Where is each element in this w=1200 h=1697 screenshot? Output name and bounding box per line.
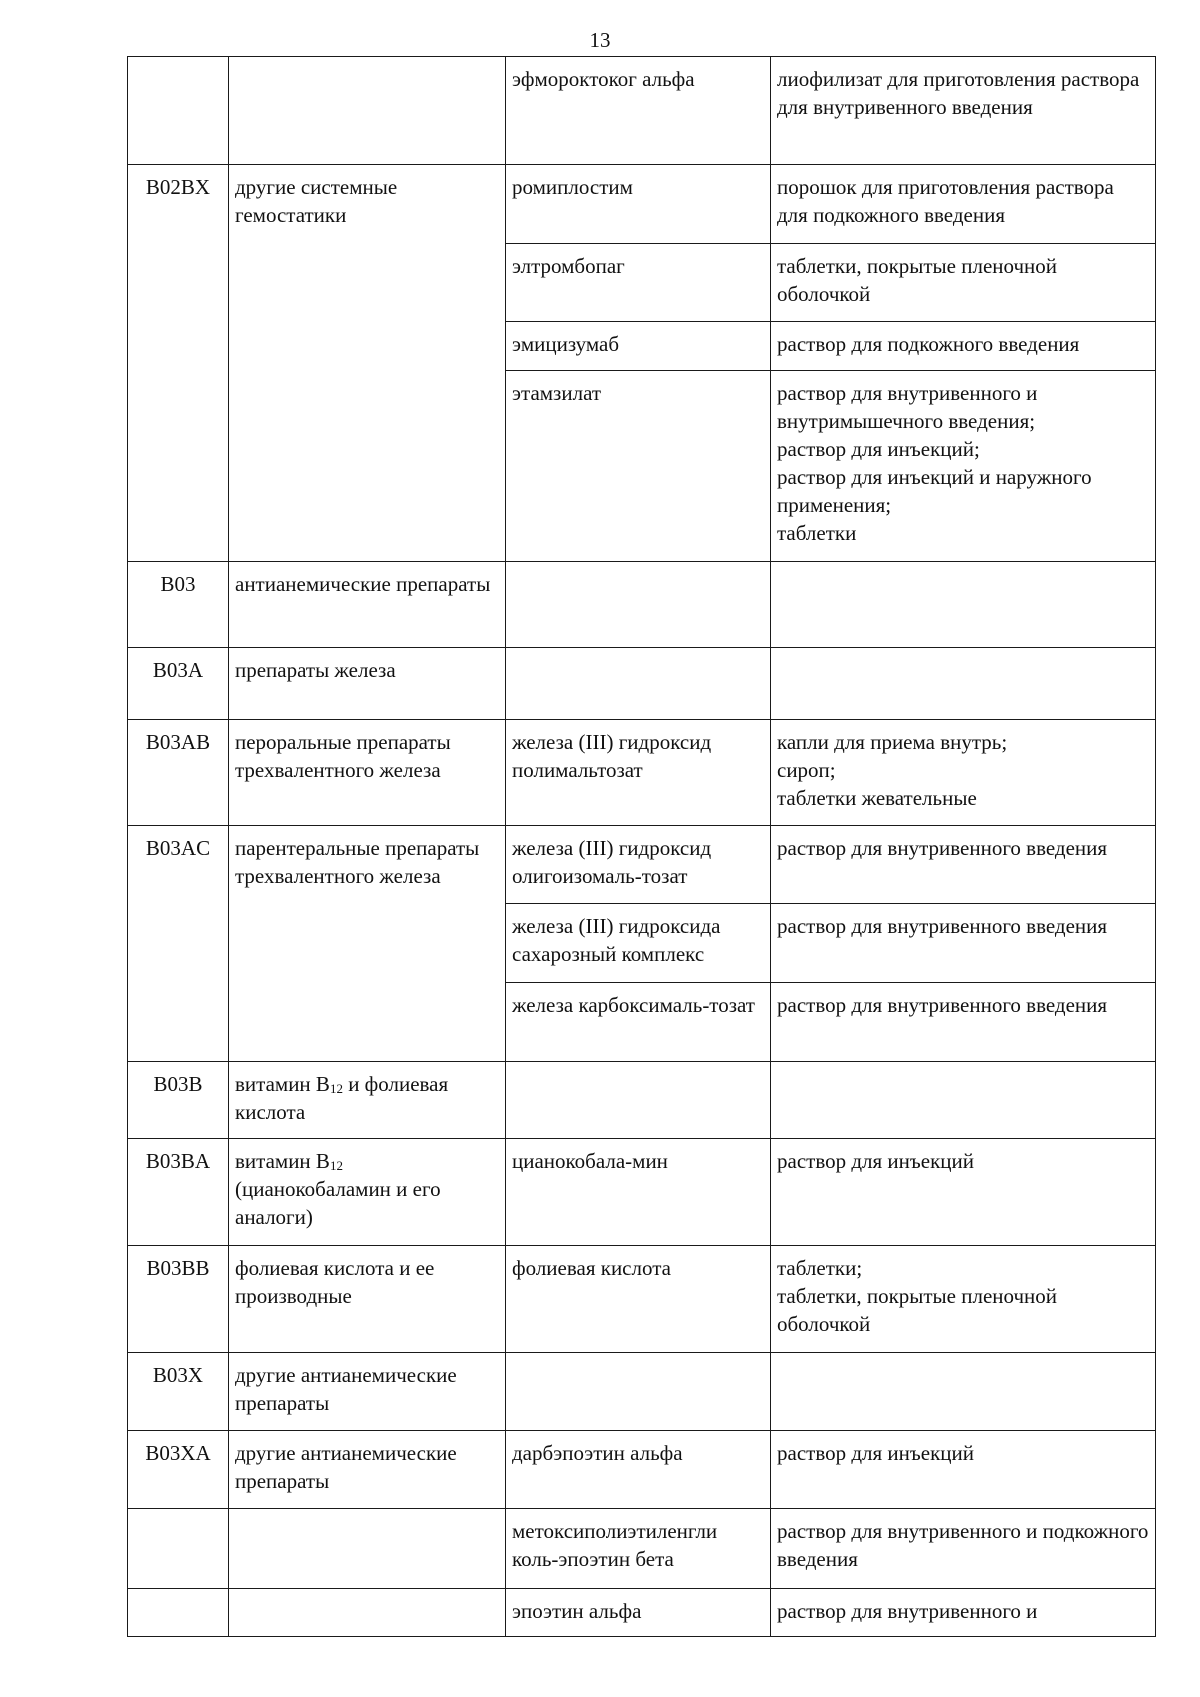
atc-code-cell: B02BX <box>128 165 229 562</box>
dosage-form-cell <box>771 1589 1156 1637</box>
drug-name-cell: дарбэпоэтин альфа <box>506 1431 771 1509</box>
dosage-form-cell <box>771 826 1156 904</box>
group-text: и фолиевая кислота <box>235 1072 449 1124</box>
atc-code-cell: B03X <box>128 1353 229 1431</box>
anatomical-group-cell: фолиевая кислота и ее производные <box>229 1246 506 1353</box>
dosage-form-line: раствор для инъекций; <box>777 437 980 461</box>
atc-code-cell: B03AC <box>128 826 229 1062</box>
anatomical-group-cell: препараты железа <box>229 648 506 720</box>
table-row <box>128 1353 1156 1431</box>
drug-name-cell: железа карбоксималь-тозат <box>506 983 771 1062</box>
dosage-form-line: таблетки <box>777 521 857 545</box>
dosage-form-cell <box>771 983 1156 1062</box>
dosage-form-cell <box>771 562 1156 648</box>
dosage-form-line: лиофилизат для приготовления раствора для внутривенного введения <box>777 67 1140 119</box>
group-text: витамин B <box>235 1072 330 1096</box>
anatomical-group-cell <box>229 1139 506 1246</box>
dosage-form-cell <box>771 720 1156 826</box>
anatomical-group-cell: антианемические препараты <box>229 562 506 648</box>
atc-code-cell: B03B <box>128 1062 229 1139</box>
atc-code-cell: B03A <box>128 648 229 720</box>
table-row <box>128 826 1156 904</box>
dosage-form-line: таблетки; <box>777 1256 863 1280</box>
group-subscript: 12 <box>329 1158 343 1173</box>
drug-name-cell: эпоэтин альфа <box>506 1589 771 1637</box>
anatomical-group-cell: другие системные гемостатики <box>229 165 506 562</box>
drug-name-cell: эфмороктоког альфа <box>506 57 771 165</box>
dosage-form-line: капли для приема внутрь; <box>777 730 1008 754</box>
dosage-form-cell <box>771 322 1156 371</box>
dosage-form-cell <box>771 371 1156 562</box>
dosage-form-cell <box>771 1246 1156 1353</box>
dosage-form-line: раствор для внутривенного и подкожного введения <box>777 1519 1149 1571</box>
dosage-form-line: раствор для внутривенного введения <box>777 914 1108 938</box>
anatomical-group-cell <box>229 1589 506 1637</box>
anatomical-group-cell <box>229 1509 506 1589</box>
table-row <box>128 165 1156 244</box>
drug-name-cell: этамзилат <box>506 371 771 562</box>
anatomical-group-cell: пероральные препараты трехвалентного железа <box>229 720 506 826</box>
dosage-form-line: порошок для приготовления раствора для подкожного введения <box>777 175 1114 227</box>
dosage-form-cell <box>771 57 1156 165</box>
drug-name-cell <box>506 1062 771 1139</box>
dosage-form-cell <box>771 648 1156 720</box>
dosage-form-line: раствор для инъекций и наружного применения; <box>777 465 1092 517</box>
drug-name-cell: железа (III) гидроксида сахарозный комплекс <box>506 904 771 983</box>
drug-name-cell <box>506 562 771 648</box>
group-text: витамин B <box>235 1149 330 1173</box>
atc-code-cell: B03AB <box>128 720 229 826</box>
atc-code-cell: B03XA <box>128 1431 229 1509</box>
dosage-form-cell <box>771 904 1156 983</box>
drug-name-cell: железа (III) гидроксид полимальтозат <box>506 720 771 826</box>
table-row <box>128 1509 1156 1589</box>
table-row <box>128 1139 1156 1246</box>
dosage-form-line: сироп; <box>777 758 836 782</box>
drug-name-cell: железа (III) гидроксид олигоизомаль-тозат <box>506 826 771 904</box>
dosage-form-line: раствор для внутривенного и <box>777 1599 1038 1623</box>
group-text: (цианокобаламин и его аналоги) <box>235 1177 441 1229</box>
dosage-form-line: таблетки, покрытые пленочной оболочкой <box>777 254 1058 306</box>
table-row <box>128 57 1156 165</box>
dosage-form-cell <box>771 1062 1156 1139</box>
anatomical-group-cell: другие антианемические препараты <box>229 1431 506 1509</box>
dosage-form-cell <box>771 1509 1156 1589</box>
dosage-form-line: раствор для инъекций <box>777 1441 974 1465</box>
dosage-form-cell <box>771 244 1156 322</box>
drug-table-body <box>128 57 1156 1637</box>
dosage-form-line: раствор для подкожного введения <box>777 332 1080 356</box>
dosage-form-cell <box>771 1353 1156 1431</box>
group-subscript: 12 <box>329 1081 343 1096</box>
table-row <box>128 1062 1156 1139</box>
drug-table <box>127 56 1156 1637</box>
dosage-form-line: таблетки, покрытые пленочной оболочкой <box>777 1284 1058 1336</box>
dosage-form-cell <box>771 1139 1156 1246</box>
atc-code-cell <box>128 1589 229 1637</box>
anatomical-group-cell: другие антианемические препараты <box>229 1353 506 1431</box>
atc-code-cell <box>128 57 229 165</box>
dosage-form-line: раствор для внутривенного введения <box>777 836 1108 860</box>
drug-name-cell: ромиплостим <box>506 165 771 244</box>
table-row <box>128 1431 1156 1509</box>
atc-code-cell: B03BB <box>128 1246 229 1353</box>
dosage-form-line: раствор для внутривенного и внутримышечного введения; <box>777 381 1038 433</box>
drug-name-cell <box>506 1353 771 1431</box>
page-number: 13 <box>589 28 611 52</box>
drug-name-cell: эмицизумаб <box>506 322 771 371</box>
table-row <box>128 648 1156 720</box>
table-row <box>128 562 1156 648</box>
anatomical-group-cell: парентеральные препараты трехвалентного железа <box>229 826 506 1062</box>
anatomical-group-cell <box>229 1062 506 1139</box>
drug-name-cell: метоксиполиэтиленгли коль-эпоэтин бета <box>506 1509 771 1589</box>
drug-name-cell: фолиевая кислота <box>506 1246 771 1353</box>
atc-code-cell <box>128 1509 229 1589</box>
table-row <box>128 1589 1156 1637</box>
atc-code-cell: B03 <box>128 562 229 648</box>
drug-name-cell: элтромбопаг <box>506 244 771 322</box>
drug-name-cell <box>506 648 771 720</box>
dosage-form-line: раствор для инъекций <box>777 1149 974 1173</box>
drug-name-cell: цианокобала-мин <box>506 1139 771 1246</box>
dosage-form-cell <box>771 165 1156 244</box>
dosage-form-line: раствор для внутривенного введения <box>777 993 1108 1017</box>
table-row <box>128 1246 1156 1353</box>
table-row <box>128 720 1156 826</box>
atc-code-cell: B03BA <box>128 1139 229 1246</box>
dosage-form-cell <box>771 1431 1156 1509</box>
dosage-form-line: таблетки жевательные <box>777 786 977 810</box>
anatomical-group-cell <box>229 57 506 165</box>
